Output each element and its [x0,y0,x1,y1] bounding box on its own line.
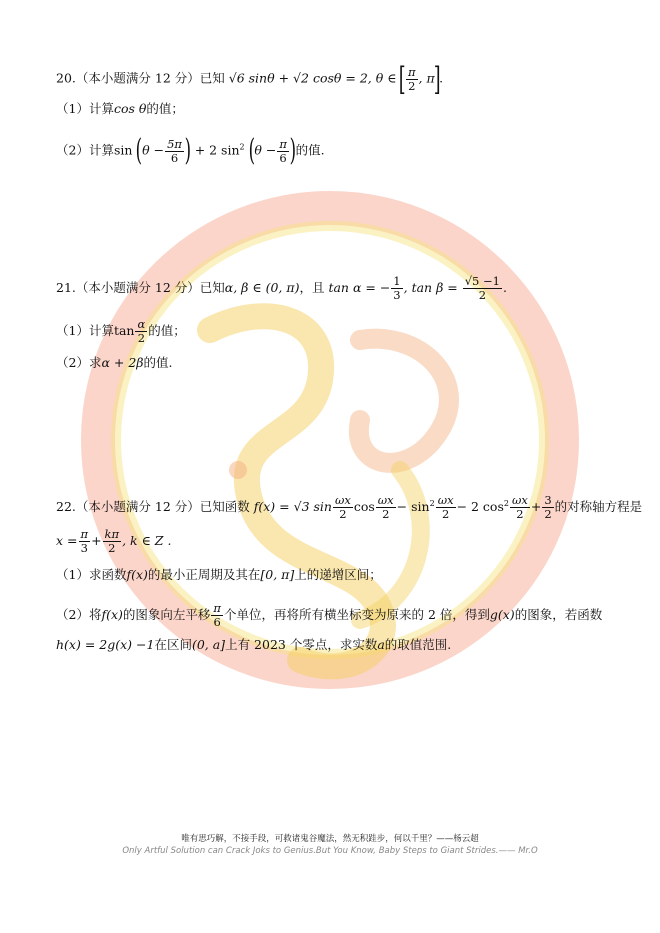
q22-part2: （2）将f(x)的图象向左平移 $\frac{\pi}{6}$ 个单位，再将所有横坐标变为原来的 2 倍，得到g(x)的图象，若函数 [56,601,603,629]
q22-part2-cont: h(x) = 2g(x) −1在区间(0, a]上有 2023 个零点，求实数a的取值范围. [56,637,452,652]
q21-part1: （1）计算tan $\frac{\alpha}{2}$ 的值； [56,317,186,345]
q22-points: （本小题满分 12 分） [75,499,200,514]
q22-number: 22. [56,499,76,514]
q22-axis: x = $\frac{\pi}{3}$ + $\frac{k\pi}{2}$ , k ∈ Z . [56,527,172,555]
footer-quote-cn: 唯有思巧解，不接手段，可救诸鬼谷魔法，然无积跬步，何以千里？——杨云超 [181,834,479,844]
q20-part1: （1）计算cos θ的值； [56,101,184,116]
q22-part1: （1）求函数f(x)的最小正周期及其在[0, π]上的递增区间； [56,567,382,582]
q20-condition: √6 sinθ + √2 cosθ = 2, θ ∈ [228,70,397,86]
q21-stem: 21.（本小题满分 12 分）已知α, β ∈ (0, π)，且 tan α = − $\frac{1}{3}$ , tan β = $\frac{√5 -1}{2}$ . [56,274,507,302]
q21-number: 21. [56,280,76,295]
q20-points: （本小题满分 12 分） [75,70,200,86]
footer-quote-en: Only Artful Solution can Crack Joks to Genius.But You Know, Baby Steps to Giant Strides.—— Mr.O [122,846,538,856]
q21-points: （本小题满分 12 分） [75,280,200,295]
q20-number: 20. [56,70,76,86]
q22-stem: 22.（本小题满分 12 分）已知函数 f(x) = √3 sin $\frac{\omega x}{2}$ cos $\frac{\omega x}{2}$ − $\sin^2$ $\frac{\omega x}{2}$ − 2 $\cos^2$ $\frac{\omega x}{2}$ + $\frac{3}{2}$ 的对称轴方程是 [56,493,643,521]
q20-part2: （2）计算sin (θ − $\frac{5\pi}{6}$ ) + 2 $\sin^2 (\theta$ − $\frac{\pi}{6}$ )的值. [56,133,325,168]
q20-stem: 20.（本小题满分 12 分）已知 √6 sinθ + √2 cosθ = 2, θ ∈ [ $\frac{\pi}{2}$ , π]. [56,60,444,98]
q21-part2: （2）求α + 2β的值. [56,355,173,370]
